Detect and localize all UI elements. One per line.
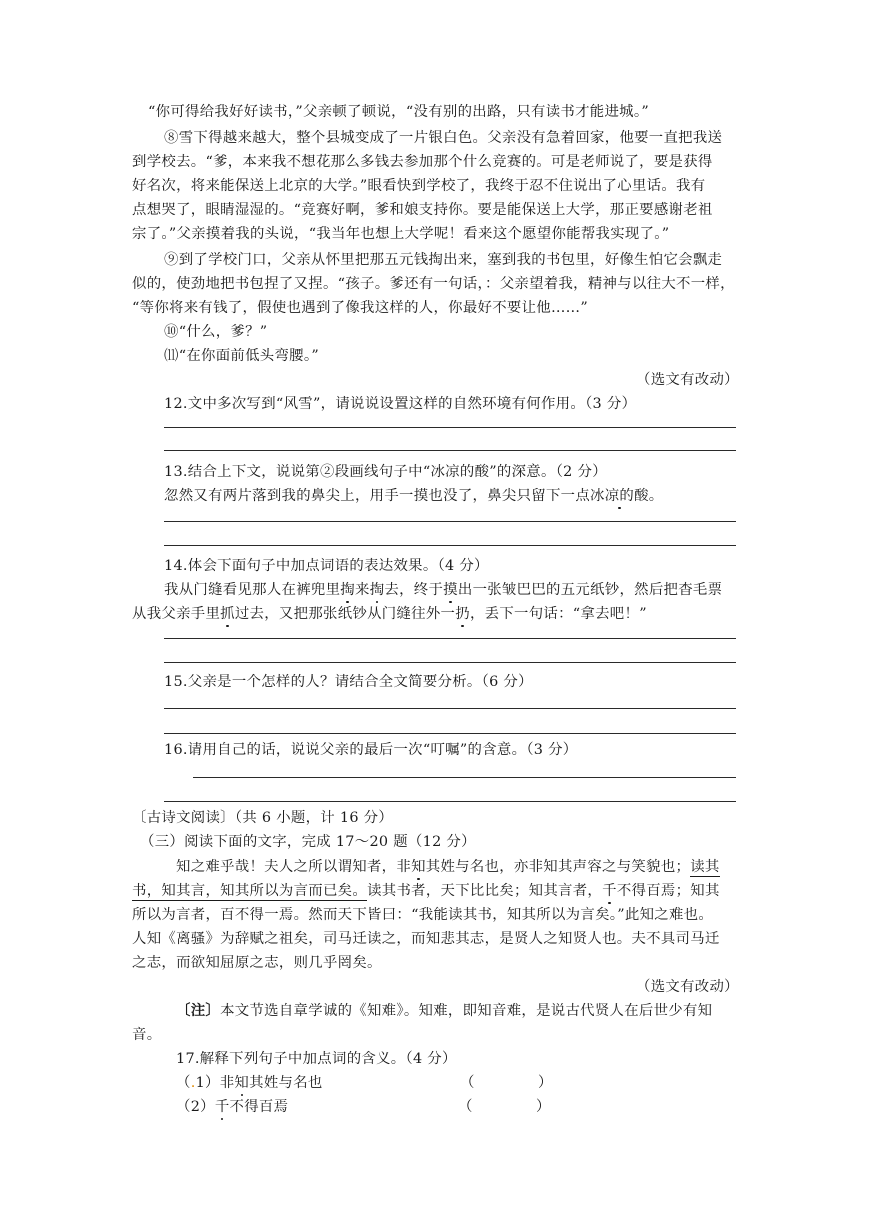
classical-line-2: 书，知其言，知其所以为言而已矣。读其书者，天下比比矣；知其言者，千不得百焉；知其	[132, 883, 720, 899]
question-13: 13.结合上下文，说说第②段画线句子中“冰凉的酸”的深意。（2 分）	[164, 464, 607, 480]
answer-line[interactable]	[164, 521, 736, 522]
answer-line[interactable]	[164, 708, 736, 709]
question-17-item-1: （.1）非知其姓与名也	[176, 1075, 323, 1091]
answer-line[interactable]	[164, 662, 736, 663]
dotted-word: 千	[602, 883, 617, 899]
source-note: （选文有改动）	[636, 372, 739, 388]
answer-line[interactable]	[164, 427, 736, 428]
part-title: （三）阅读下面的文字，完成 17～20 题（12 分）	[140, 834, 476, 850]
underlined-text: 读其	[690, 859, 720, 875]
annotation-line-2: 音。	[132, 1027, 162, 1043]
classical-source-note: （选文有改动）	[636, 979, 739, 995]
dotted-word: 千	[214, 1099, 230, 1115]
question-12: 12.文中多次写到“风雪”，请说说设置这样的自然环境有何作用。（3 分）	[164, 396, 637, 412]
answer-line[interactable]	[193, 777, 736, 778]
paragraph-8-line-5: 宗了。”父亲摸着我的头说，“我当年也想上大学呢！看来这个愿望你能帮我实现了。”	[132, 226, 670, 242]
dotted-word: 掏	[340, 582, 355, 598]
annotation-label: 〔注〕	[176, 1002, 221, 1019]
paragraph-10: ⑩“什么，爹？”	[164, 324, 268, 340]
answer-line[interactable]	[164, 545, 736, 546]
orange-dot-mark: .	[190, 1075, 196, 1091]
question-16: 16.请用自己的话，说说父亲的最后一次“叮嘱”的含意。（3 分）	[164, 742, 578, 758]
paragraph-9-line-3: “等你将来有钱了，假使也遇到了像我这样的人，你最好不要让他……”	[132, 300, 589, 316]
dotted-word: 抓	[220, 606, 235, 622]
question-14-quote-line-1: 我从门缝看见那人在裤兜里掏来掏去，终于摸出一张皱巴巴的五元纸钞，然后把杳毛票	[164, 582, 723, 598]
dotted-word: 知	[411, 859, 426, 875]
question-17: 17.解释下列句子中加点词的含义。（4 分）	[176, 1051, 457, 1067]
classical-line-1: 知之难乎哉！夫人之所以谓知者，非知其姓与名也，亦非知其声容之与笑貌也；读其	[176, 859, 720, 875]
paragraph-8-line-1: ⑧雪下得越来越大，整个县城变成了一片银白色。父亲没有急着回家，他要一直把我送	[164, 130, 723, 146]
answer-paren-close: ）	[538, 1075, 553, 1091]
dotted-word: 扔	[455, 606, 470, 622]
answer-line[interactable]	[164, 450, 736, 451]
answer-line[interactable]	[164, 733, 736, 734]
paragraph-8-line-4: 点想哭了，眼睛湿湿的。“竞赛好啊，爹和娘支持你。要是能保送上大学，那正要感谢老祖	[132, 202, 713, 218]
dotted-word: 知	[234, 1075, 250, 1091]
classical-line-3: 所以为言者，百不得一焉。然而天下皆曰：“我能读其书，知其所以为言矣。”此知之难也。	[132, 907, 714, 923]
dotted-word: 冰凉的酸	[590, 488, 649, 504]
paragraph-9-line-1: ⑨到了学校门口，父亲从怀里把那五元钱掏出来，塞到我的书包里，好像生怕它会飘走	[164, 252, 723, 268]
paragraph-0: “你可得给我好好读书，”父亲顿了顿说，“没有别的出路，只有读书才能进城。”	[148, 104, 650, 120]
paragraph-8-line-2: 到学校去。“爹，本来我不想花那么多钱去参加那个什么竞赛的。可是老师说了，要是获得	[132, 154, 713, 170]
paragraph-8-line-3: 好名次，将来能保送上北京的大学。”眼看快到学校了，我终于忍不住说出了心里话。我有	[132, 178, 706, 194]
answer-line[interactable]	[164, 638, 736, 639]
paragraph-9-line-2: 似的，使劲地把书包捏了又捏。“孩子。爹还有一句话，：父亲望着我，精神与以往大不一样，	[132, 276, 735, 292]
classical-line-4: 人知《离骚》为辞赋之祖矣，司马迁读之，而知悲其志，是贤人之知贤人也。夫不具司马迁	[132, 931, 720, 947]
annotation-line-1: 〔注〕本文节选自章学诚的《知难》。知难，即知音难，是说古代贤人在后世少有知	[176, 1002, 713, 1019]
question-13-quote: 忽然又有两片落到我的鼻尖上，用手一摸也没了，鼻尖只留下一点冰凉的酸。	[164, 488, 664, 504]
answer-paren-open: （	[460, 1075, 475, 1091]
dotted-word: 摸	[443, 582, 458, 598]
classical-line-5: 之志，而欲知屈原之志，则几乎罔矣。	[132, 955, 382, 971]
answer-line[interactable]	[164, 801, 736, 802]
paragraph-11: ⑾“在你面前低头弯腰。”	[164, 348, 320, 364]
dotted-word: 掏	[369, 582, 385, 598]
underlined-text: 书，知其言，知其所以为言而已矣。	[132, 883, 368, 899]
question-15: 15.父亲是一个怎样的人？请结合全文简要分析。（6 分）	[164, 674, 533, 690]
section-title: 〔古诗文阅读〕（共 6 小题，计 16 分）	[132, 810, 394, 826]
answer-paren-open: （	[458, 1099, 473, 1115]
question-14: 14.体会下面句子中加点词语的表达效果。（4 分）	[164, 558, 489, 574]
question-17-item-2: （2）千不得百焉	[176, 1099, 289, 1115]
answer-paren-close: ）	[536, 1099, 551, 1115]
question-14-quote-line-2: 从我父亲手里抓过去，又把那张纸钞从门缝往外一扔，丢下一句话：“拿去吧！”	[132, 606, 647, 622]
